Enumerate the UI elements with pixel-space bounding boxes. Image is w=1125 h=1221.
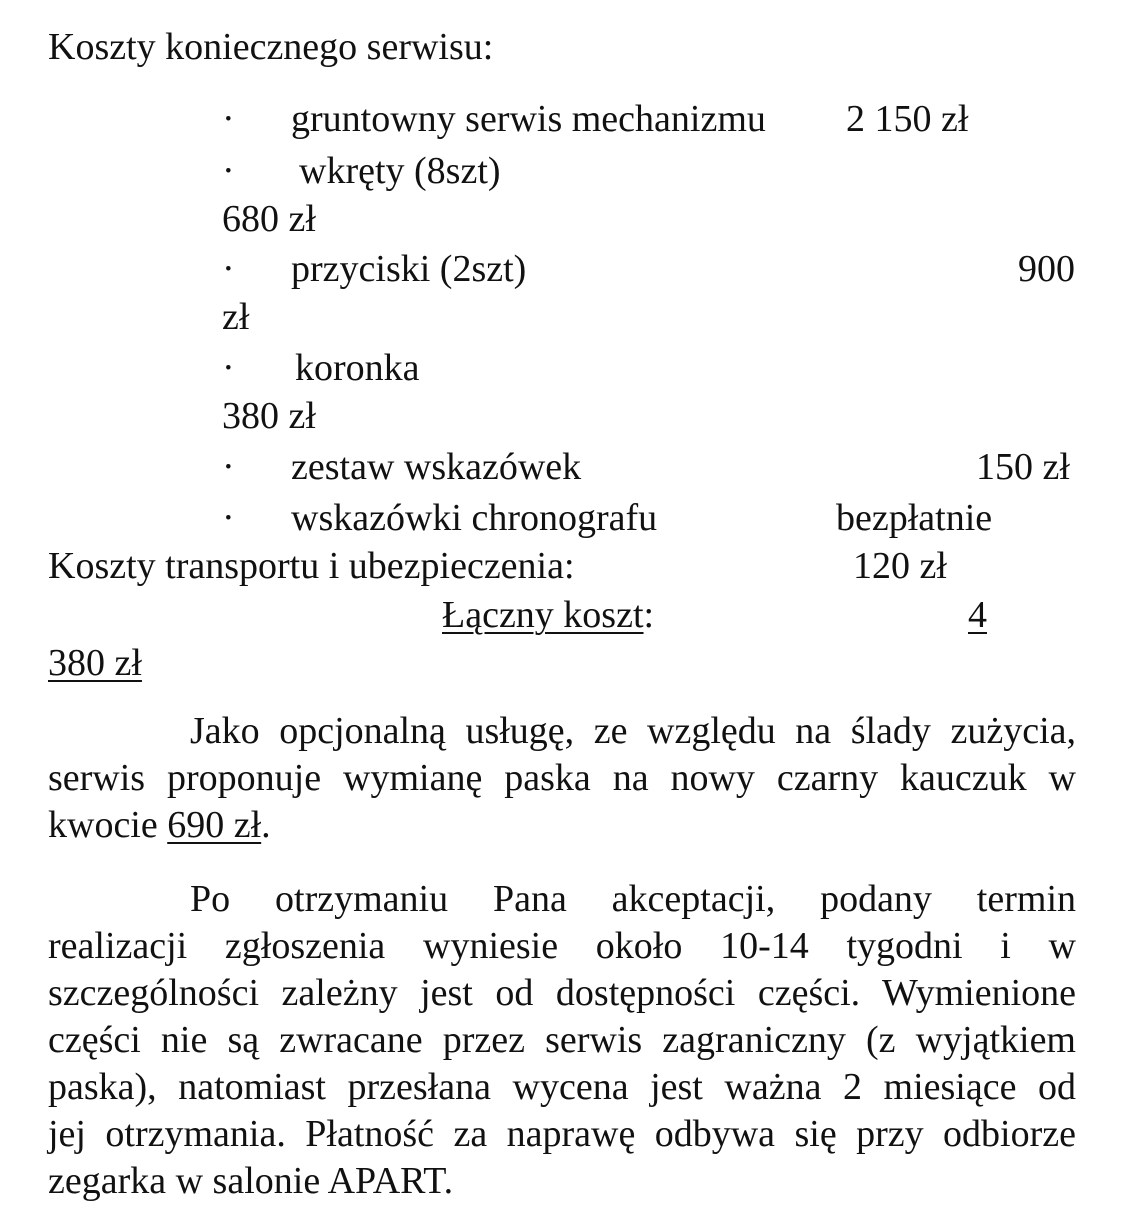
item-price-wkrety: 680 zł — [222, 198, 316, 240]
terms-line-2: realizacji zgłoszenia wyniesie około 10-14 tygodni i w — [48, 925, 1076, 967]
paragraph-line — [48, 708, 1076, 755]
optional-service-paragraph — [48, 708, 1076, 849]
item-price-koronka: 380 zł — [222, 395, 316, 437]
item-label-wskazowki-chronografu: wskazówki chronografu — [291, 497, 658, 539]
terms-paragraph — [48, 876, 1076, 1205]
item-label-gruntowny-serwis: gruntowny serwis mechanizmu — [291, 98, 766, 140]
optional-last-suffix: . — [261, 804, 271, 846]
optional-amount: 690 zł — [167, 804, 262, 846]
terms-line-7: zegarka w salonie APART. — [48, 1160, 454, 1202]
paragraph-line — [48, 876, 1076, 923]
terms-line-6: jej otrzymania. Płatność za naprawę odbywa się przy odbiorze — [48, 1113, 1076, 1155]
item-price-gruntowny-serwis: 2 150 zł — [846, 98, 969, 140]
item-label-wkrety: wkręty (8szt) — [299, 150, 501, 192]
terms-line-5: paska), natomiast przesłana wycena jest ważna 2 miesiące od — [48, 1066, 1076, 1108]
total-label-text: Łączny koszt — [442, 594, 644, 636]
bullet: · — [222, 150, 235, 192]
item-label-zestaw-wskazowek: zestaw wskazówek — [291, 446, 582, 488]
bullet: · — [222, 497, 235, 539]
bullet: · — [222, 98, 235, 140]
item-label-koronka: koronka — [295, 347, 420, 389]
terms-line-4: części nie są zwracane przez serwis zagraniczny (z wyjątkiem — [48, 1019, 1076, 1061]
optional-last-prefix: kwocie — [48, 804, 168, 846]
bullet: · — [222, 347, 235, 389]
item-price-przyciski-number: 900 — [1018, 248, 1075, 290]
total-label-colon: : — [643, 594, 655, 636]
item-price-zestaw-wskazowek: 150 zł — [976, 446, 1070, 488]
total-price-part2: 380 zł — [48, 642, 142, 684]
total-label — [442, 596, 654, 634]
terms-line-3: szczególności zależny jest od dostępności części. Wymienione — [48, 972, 1076, 1014]
service-costs-heading: Koszty koniecznego serwisu: — [48, 26, 494, 68]
optional-line-1: Jako opcjonalną usługę, ze względu na ślady zużycia, — [190, 710, 1076, 752]
transport-price: 120 zł — [853, 545, 947, 587]
item-price-przyciski-currency: zł — [222, 296, 250, 338]
terms-line-1: Po otrzymaniu Pana akceptacji, podany termin — [190, 878, 1076, 920]
item-label-przyciski: przyciski (2szt) — [291, 248, 527, 290]
paragraph-line — [48, 802, 1076, 849]
optional-line-2: serwis proponuje wymianę paska na nowy czarny kauczuk w — [48, 757, 1076, 799]
bullet: · — [222, 248, 235, 290]
item-price-wskazowki-chronografu: bezpłatnie — [836, 497, 993, 539]
transport-label: Koszty transportu i ubezpieczenia: — [48, 545, 575, 587]
total-price-part1: 4 — [968, 594, 987, 636]
bullet: · — [222, 446, 235, 488]
